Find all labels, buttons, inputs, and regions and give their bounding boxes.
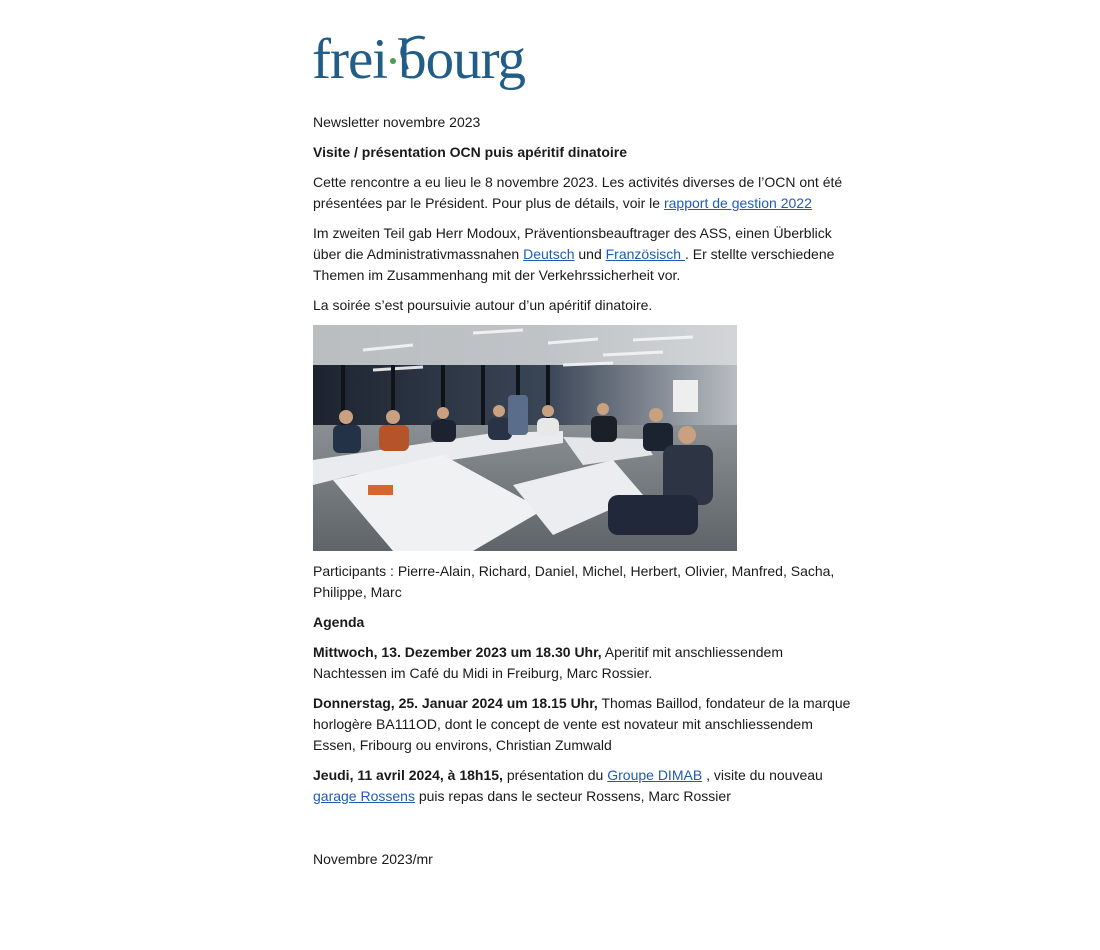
- logo-text-left: frei: [312, 28, 388, 91]
- agenda-item-text: Aperitif mit anschliessendem Nachtessen im Café du Midi in Freiburg, Marc Rossier.: [313, 644, 783, 681]
- agenda-heading: Agenda: [313, 614, 365, 630]
- agenda-item: [313, 642, 853, 684]
- paragraph-soiree: La soirée s’est poursuivie autour d’un apéritif dinatoire.: [313, 297, 653, 313]
- meeting-photo: [313, 325, 737, 551]
- agenda-item-text: , visite du nouveau: [706, 767, 823, 783]
- logo-text-right: bourg: [398, 28, 526, 91]
- deutsch-link[interactable]: Deutsch: [523, 246, 575, 262]
- agenda-item-text: puis repas dans le secteur Rossens, Marc Rossier: [418, 788, 731, 804]
- section-heading: Visite / présentation OCN puis apéritif dinatoire: [313, 144, 628, 160]
- newsletter-title: Newsletter novembre 2023: [313, 114, 481, 130]
- meeting-room-image: [313, 325, 737, 551]
- participants-list: Participants : Pierre-Alain, Richard, Daniel, Michel, Herbert, Olivier, Manfred, Sacha, Philippe, Marc: [313, 563, 835, 600]
- und-text: und: [578, 246, 602, 262]
- agenda-item: [313, 693, 853, 756]
- paragraph-meeting-text: Cette rencontre a eu lieu le 8 novembre 2023. Les activités diverses de l’OCN ont été présentées par le Président. Pour plus de détails, voir le: [313, 174, 843, 211]
- agenda-item-date: Donnerstag, 25. Januar 2024 um 18.15 Uhr,: [313, 695, 598, 711]
- groupe-dimab-link[interactable]: Groupe DIMAB: [607, 767, 703, 783]
- franzoesisch-link[interactable]: Französisch: [605, 246, 685, 262]
- footer-signature: Novembre 2023/mr: [313, 851, 433, 867]
- agenda-item-date: Jeudi, 11 avril 2024, à 18h15,: [313, 767, 503, 783]
- agenda-item-text: Thomas Baillod, fondateur de la marque horlogère BA111OD, dont le concept de vente est novateur mit anschliessendem Essen, Fribourg ou environs, Christian Zumwald: [313, 695, 851, 753]
- agenda-item-date: Mittwoch, 13. Dezember 2023 um 18.30 Uhr,: [313, 644, 602, 660]
- freiburg-logo: [312, 30, 853, 112]
- paragraph-meeting: [313, 172, 853, 214]
- paragraph-second-part-text: Im zweiten Teil gab Herr Modoux, Präventionsbeauftrager des ASS, einen Überblick über die Administrativmassnahen: [313, 225, 832, 262]
- rapport-de-gestion-link[interactable]: rapport de gestion 2022: [663, 195, 812, 211]
- paragraph-second-part-end: . Er stellte verschiedene Themen im Zusammenhang mit der Verkehrssicherheit vor.: [313, 246, 835, 283]
- newsletter-page: [313, 30, 853, 879]
- agenda-item-text: présentation du: [506, 767, 604, 783]
- paragraph-second-part: [313, 223, 853, 286]
- garage-rossens-link[interactable]: garage Rossens: [313, 788, 415, 804]
- logo-dot-icon: [390, 58, 396, 64]
- agenda-item: [313, 765, 853, 807]
